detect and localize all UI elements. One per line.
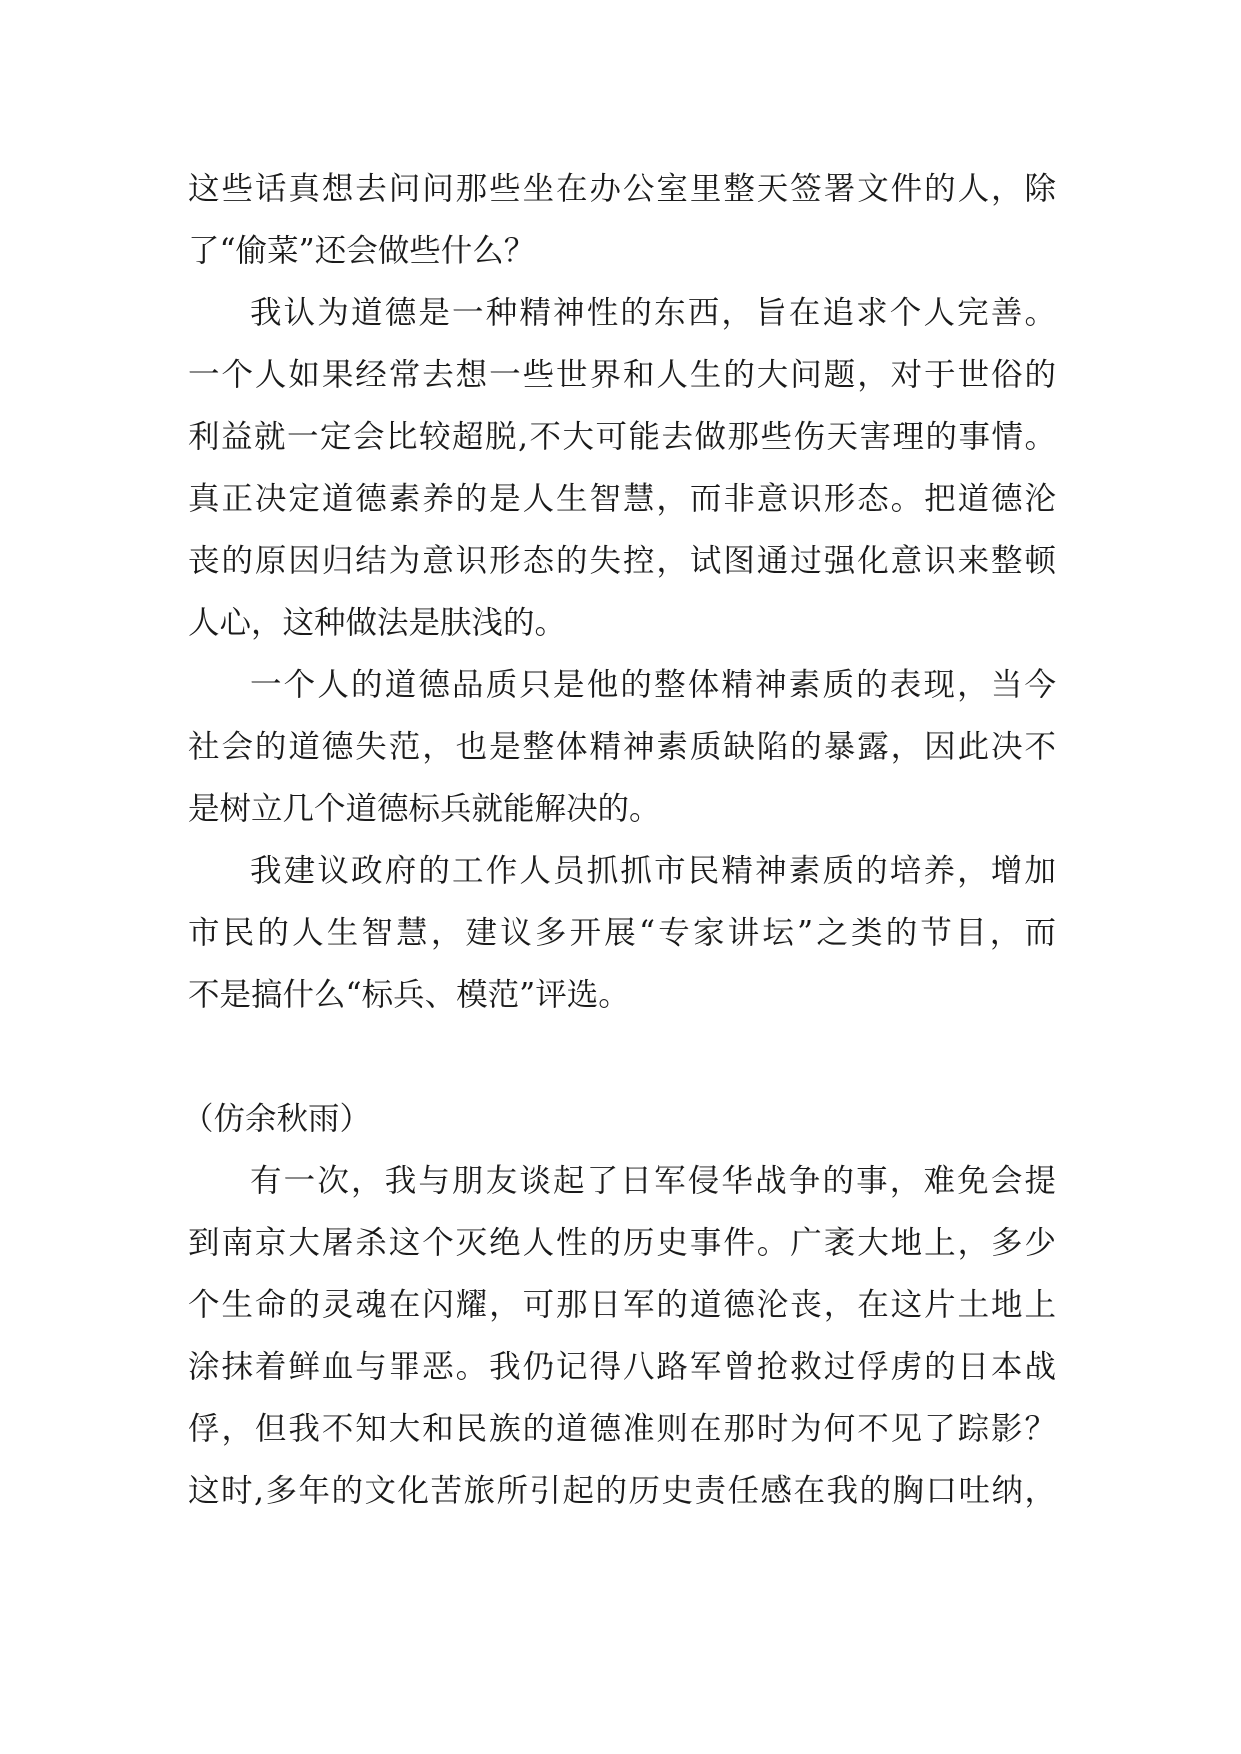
paragraph: [188, 840, 1056, 1026]
text-line: 这些话真想去问问那些坐在办公室里整天签署文件的人，除: [188, 171, 1056, 207]
paragraph: [188, 654, 1056, 840]
text-line: 涂抹着鲜血与罪恶。我仍记得八路军曾抢救过俘虏的日本战: [188, 1349, 1056, 1385]
paragraph: [188, 1150, 1056, 1522]
text-line: 俘，但我不知大和民族的道德准则在那时为何不见了踪影？: [188, 1411, 1056, 1447]
paragraph: [188, 158, 1056, 282]
paragraph: [188, 282, 1056, 654]
blank-line: [188, 1026, 1056, 1088]
source-note: （仿余秋雨）: [182, 1101, 372, 1137]
text-line: 人心，这种做法是肤浅的。: [188, 605, 567, 641]
text-line: 一个人的道德品质只是他的整体精神素质的表现，当今: [250, 667, 1056, 703]
text-line: 丧的原因归结为意识形态的失控，试图通过强化意识来整顿: [188, 543, 1056, 579]
text-line: 了“偷菜”还会做些什么？: [188, 233, 536, 269]
document-body: [182, 158, 1056, 1522]
text-line: 到南京大屠杀这个灭绝人性的历史事件。广袤大地上，多少: [188, 1225, 1056, 1261]
text-line: 利益就一定会比较超脱,不大可能去做那些伤天害理的事情。: [188, 419, 1056, 455]
text-line: 市民的人生智慧，建议多开展“专家讲坛”之类的节目，而: [188, 915, 1056, 951]
text-line: 个生命的灵魂在闪耀，可那日军的道德沦丧，在这片土地上: [188, 1287, 1056, 1323]
text-line: 真正决定道德素养的是人生智慧，而非意识形态。把道德沦: [188, 481, 1056, 517]
text-line: 我建议政府的工作人员抓抓市民精神素质的培养，增加: [250, 853, 1056, 889]
text-line: 我认为道德是一种精神性的东西，旨在追求个人完善。: [250, 295, 1056, 331]
text-line: 社会的道德失范，也是整体精神素质缺陷的暴露，因此决不: [188, 729, 1056, 765]
text-line: 这时,多年的文化苦旅所引起的历史责任感在我的胸口吐纳，: [188, 1473, 1056, 1509]
text-line: 是树立几个道德标兵就能解决的。: [188, 791, 661, 827]
text-line: 不是搞什么“标兵、模范”评选。: [188, 977, 630, 1013]
text-line: 有一次，我与朋友谈起了日军侵华战争的事，难免会提: [250, 1163, 1056, 1199]
text-line: 一个人如果经常去想一些世界和人生的大问题，对于世俗的: [188, 357, 1056, 393]
